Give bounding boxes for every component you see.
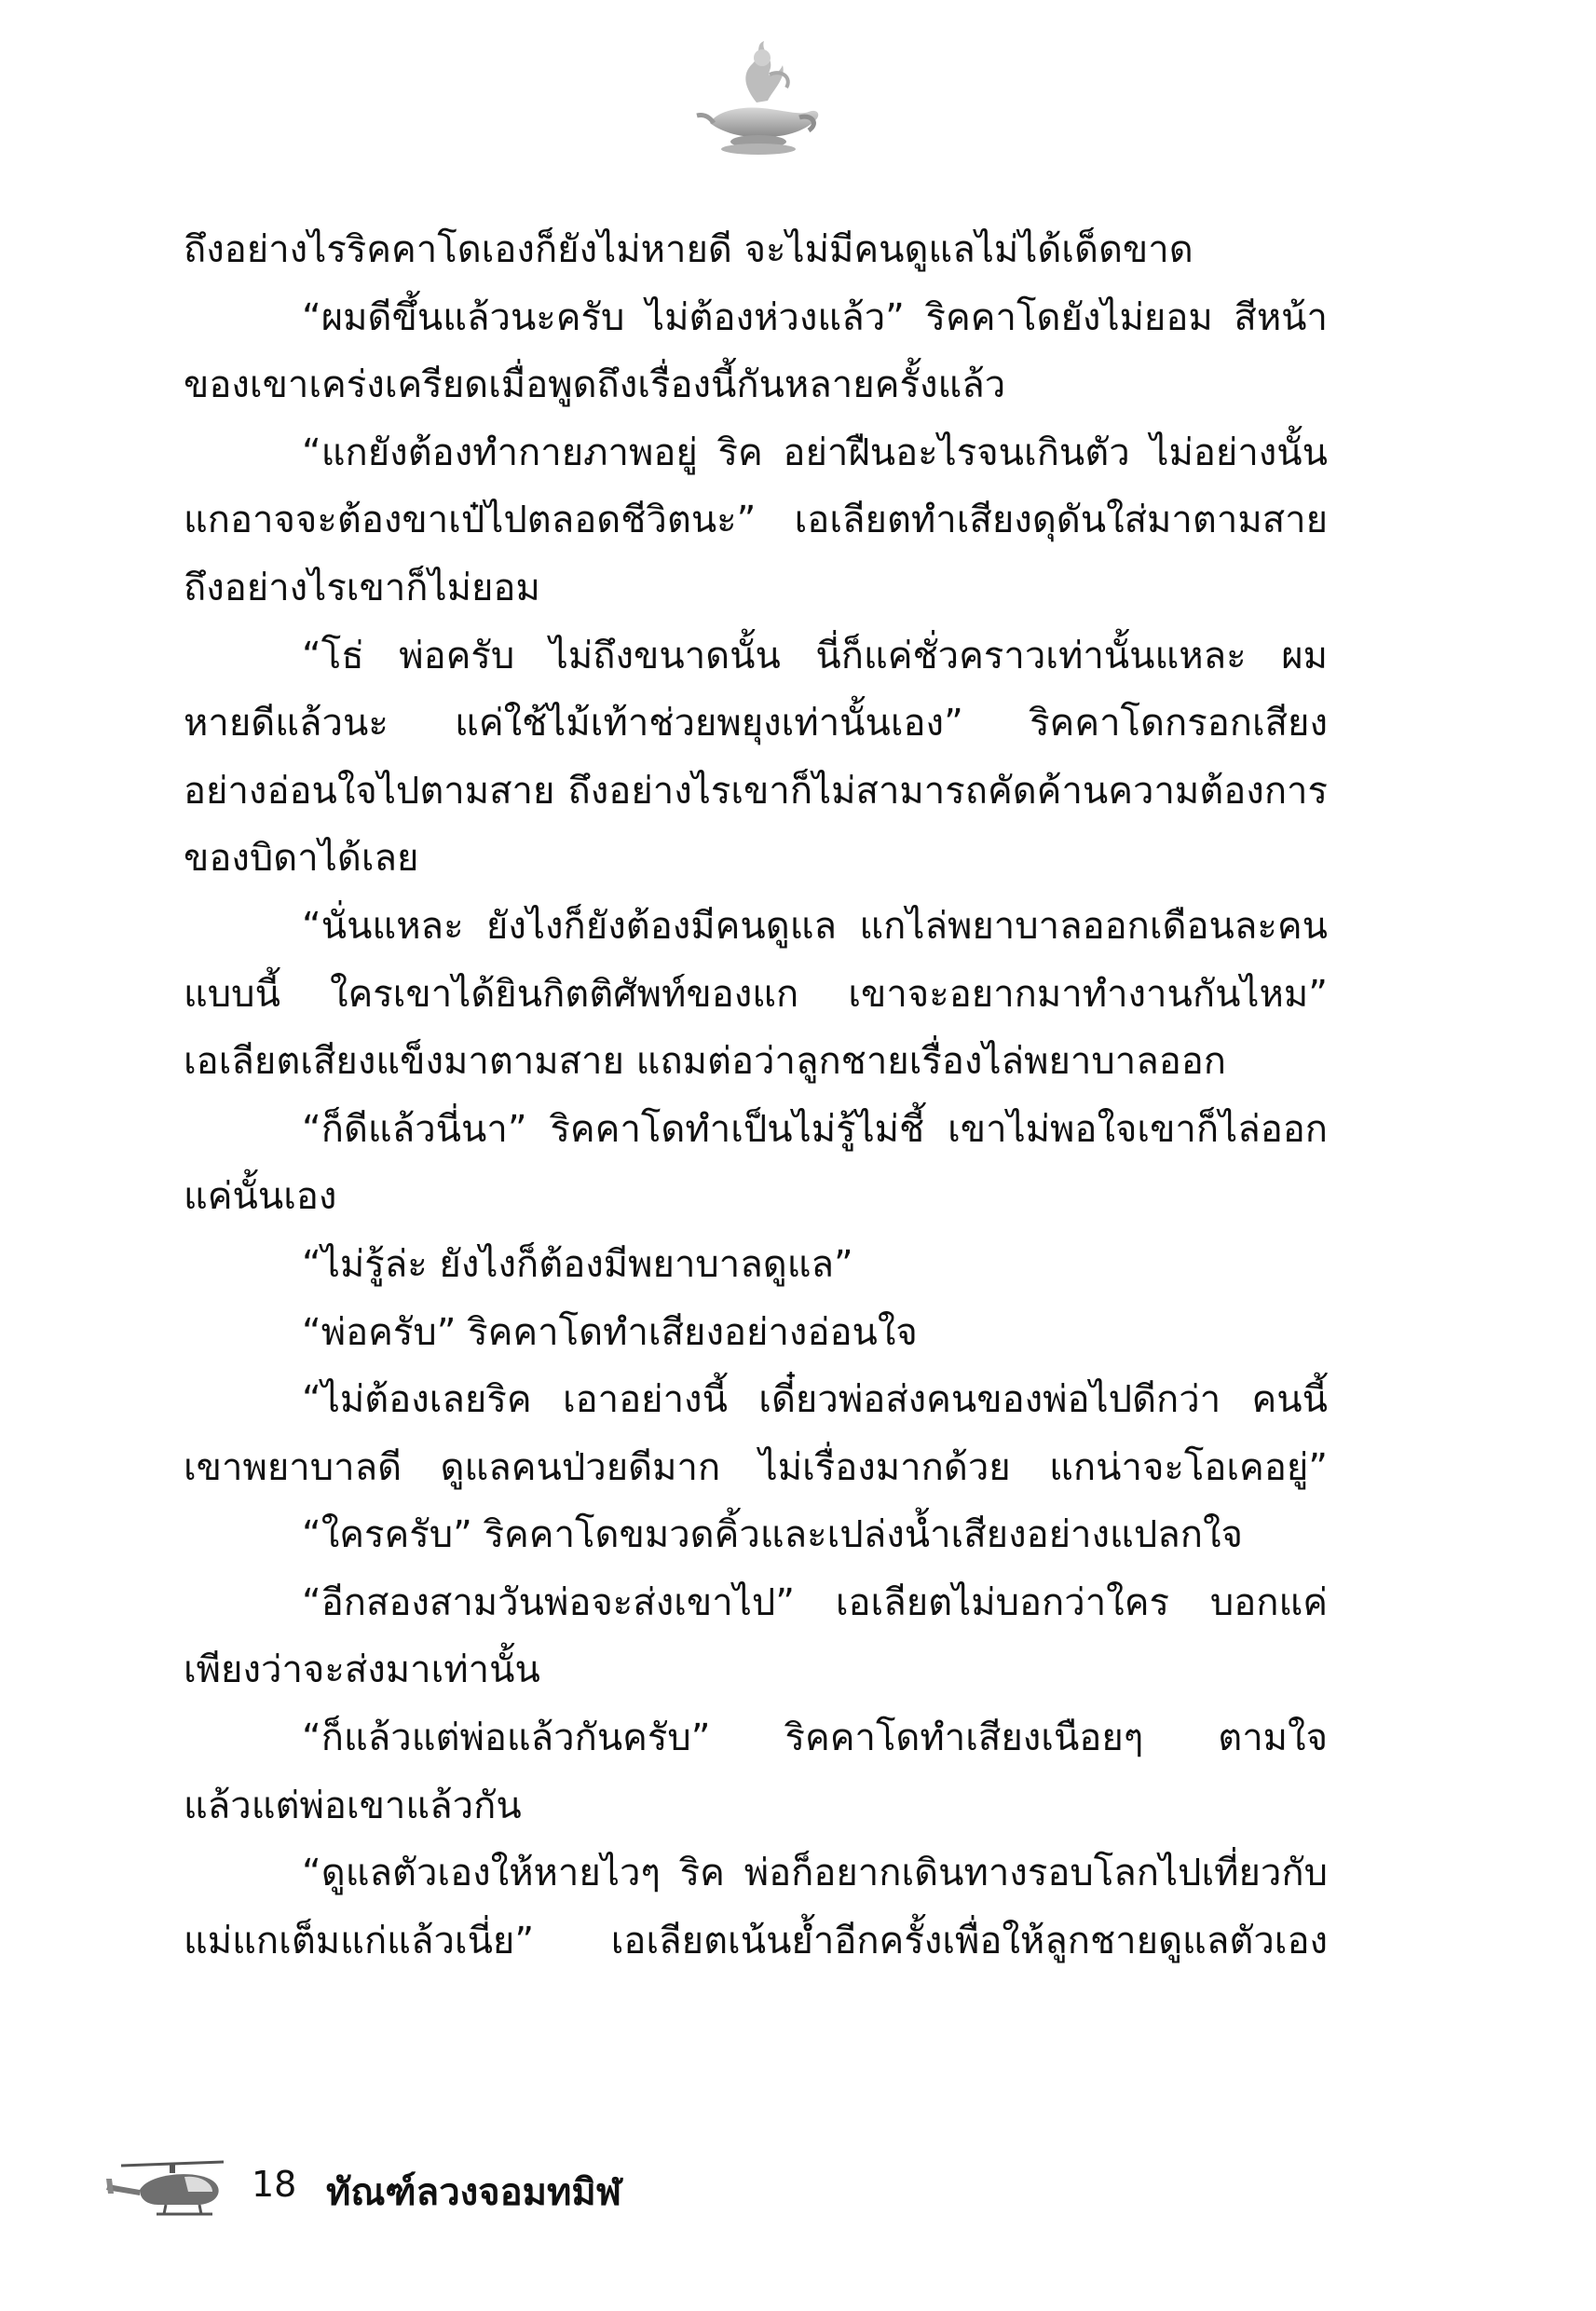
text-line: “พ่อครับ” ริคคาโดทำเสียงอย่างอ่อนใจ xyxy=(302,1310,918,1354)
text-line: เพียงว่าจะส่งมาเท่านั้น xyxy=(184,1648,540,1692)
text-line: ถึงอย่างไรริคคาโดเองก็ยังไม่หายดี จะไม่มีคนดูแลไม่ได้เด็ดขาด xyxy=(184,228,1194,271)
text-line: “ผมดีขึ้นแล้วนะครับ ไม่ต้องห่วงแล้ว” ริคคาโดยังไม่ยอม สีหน้า xyxy=(302,295,1328,339)
text-line: “นั่นแหละ ยังไงก็ยังต้องมีคนดูแล แกไล่พยาบาลออกเดือนละคน xyxy=(302,904,1328,948)
text-line: ของเขาเคร่งเครียดเมื่อพูดถึงเรื่องนี้กันหลายครั้งแล้ว xyxy=(184,363,1006,407)
text-line: แม่แกเต็มแก่แล้วเนี่ย” เอเลียตเน้นย้ำอีกครั้งเพื่อให้ลูกชายดูแลตัวเอง xyxy=(184,1919,1328,1962)
text-line: “ไม่รู้ล่ะ ยังไงก็ต้องมีพยาบาลดูแล” xyxy=(302,1242,853,1286)
text-line: เขาพยาบาลดี ดูแลคนป่วยดีมาก ไม่เรื่องมากด้วย แกน่าจะโอเคอยู่” xyxy=(184,1445,1328,1489)
text-line: ถึงอย่างไรเขาก็ไม่ยอม xyxy=(184,566,540,609)
book-title: ทัณฑ์ลวงจอมทมิฬ xyxy=(326,2171,622,2214)
text-line: แค่นั้นเอง xyxy=(184,1175,337,1219)
text-line: อย่างอ่อนใจไปตามสาย ถึงอย่างไรเขาก็ไม่สามารถคัดค้านความต้องการ xyxy=(184,769,1328,813)
body-text xyxy=(184,216,1328,1975)
text-line: “ก็แล้วแต่พ่อแล้วกันครับ” ริคคาโดทำเสียงเนือยๆ ตามใจ xyxy=(302,1716,1328,1760)
text-line: แล้วแต่พ่อเขาแล้วกัน xyxy=(184,1784,522,1827)
text-line: “แกยังต้องทำกายภาพอยู่ ริค อย่าฝืนอะไรจนเกินตัว ไม่อย่างนั้น xyxy=(302,431,1328,474)
page-number: 18 xyxy=(252,2164,297,2205)
text-line: “อีกสองสามวันพ่อจะส่งเขาไป” เอเลียตไม่บอกว่าใคร บอกแค่ xyxy=(302,1580,1328,1624)
genie-lamp-icon xyxy=(689,37,829,158)
text-line: แกอาจจะต้องขาเป๋ไปตลอดชีวิตนะ” เอเลียตทำเสียงดุดันใส่มาตามสาย xyxy=(184,499,1328,542)
helicopter-icon xyxy=(102,2153,233,2227)
text-line: “ก็ดีแล้วนี่นา” ริคคาโดทำเป็นไม่รู้ไม่ชี้ เขาไม่พอใจเขาก็ไล่ออก xyxy=(302,1107,1328,1151)
text-line: เอเลียตเสียงแข็งมาตามสาย แถมต่อว่าลูกชายเรื่องไล่พยาบาลออก xyxy=(184,1040,1226,1084)
text-line: หายดีแล้วนะ แค่ใช้ไม้เท้าช่วยพยุงเท่านั้นเอง” ริคคาโดกรอกเสียง xyxy=(184,702,1328,745)
page-footer xyxy=(102,2153,848,2236)
text-line: ของบิดาได้เลย xyxy=(184,837,419,881)
text-line: แบบนี้ ใครเขาได้ยินกิตติศัพท์ของแก เขาจะอยากมาทำงานกันไหม” xyxy=(184,972,1328,1016)
text-line: “ไม่ต้องเลยริค เอาอย่างนี้ เดี๋ยวพ่อส่งคนของพ่อไปดีกว่า คนนี้ xyxy=(302,1378,1328,1422)
text-line: “ใครครับ” ริคคาโดขมวดคิ้วและเปล่งน้ำเสียงอย่างแปลกใจ xyxy=(302,1513,1243,1557)
text-line: “ดูแลตัวเองให้หายไวๆ ริค พ่อก็อยากเดินทางรอบโลกไปเที่ยวกับ xyxy=(302,1852,1328,1895)
text-line: “โธ่ พ่อครับ ไม่ถึงขนาดนั้น นี่ก็แค่ชั่วคราวเท่านั้นแหละ ผม xyxy=(302,634,1328,677)
